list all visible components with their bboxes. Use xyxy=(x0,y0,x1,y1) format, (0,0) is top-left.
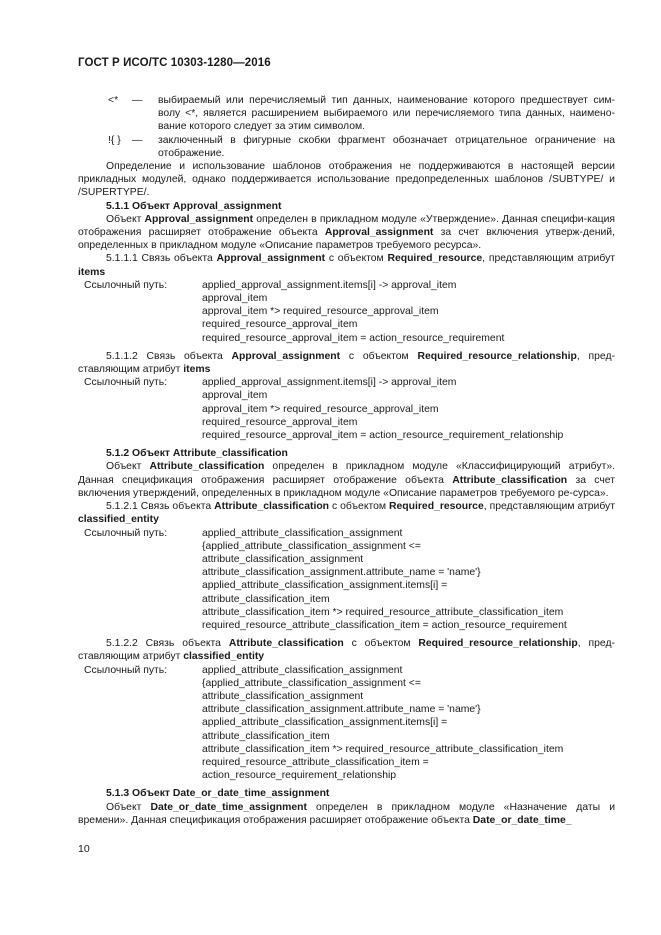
reference-path-line: approval_item xyxy=(202,390,268,402)
reference-path-line: applied_approval_assignment.items[i] -> approval_item xyxy=(202,377,457,389)
reference-path xyxy=(78,376,615,442)
reference-path-line: {applied_attribute_classification_assignment <= xyxy=(202,540,421,552)
symbol-definition xyxy=(78,94,615,134)
reference-path-line: attribute_classification_assignment xyxy=(202,553,364,565)
symbol-dash: — xyxy=(132,95,143,106)
reference-path xyxy=(78,527,615,633)
intro-paragraph: Определение и использование шаблонов отображения не поддерживаются в настоящей версии прикладных модулей, однако поддерживается использование предопределенных шаблонов /SUBTYPE/ и /SUPERTYPE/. xyxy=(78,161,615,199)
reference-path-line: {applied_attribute_classification_assignment <= xyxy=(202,677,421,689)
symbol-description: заключенный в фигурные скобки фрагмент обозначает отрицательное ограничение на отображение. xyxy=(158,134,615,159)
reference-path-line: required_resource_attribute_classification_item = action_resource_requirement xyxy=(202,619,567,631)
section-heading-5-1-2: 5.1.2 Объект Attribute_classification xyxy=(106,448,288,460)
reference-path-line: approval_item xyxy=(202,293,268,305)
reference-path xyxy=(78,664,615,783)
reference-path-line: approval_item *> required_resource_approval_item xyxy=(202,306,439,318)
section-paragraph-5-1-3: Объект Date_or_date_time_assignment определен в прикладном модуле «Назначение даты и времени». Данная спецификация отображения расширяет отображение объекта Date_or_date_time_ xyxy=(78,801,615,826)
symbol: <* xyxy=(108,95,119,106)
reference-path-line: required_resource_approval_item xyxy=(202,319,358,331)
reference-path-line: applied_attribute_classification_assignment.items[i] = xyxy=(202,580,448,592)
subsection-title-5-1-1-2: 5.1.1.2 Связь объекта Approval_assignment с объектом Required_resource_relationship, пред-ставляющим атрибут items xyxy=(78,350,615,376)
reference-path-line: action_resource_requirement_relationship xyxy=(202,770,397,782)
section-paragraph-5-1-1: Объект Approval_assignment определен в прикладном модуле «Утверждение». Данная специфи-кация отображения расширяет отображение объекта Approval_assignment за счет включения утверж-дений, определенных в прикладном модуле «Описание параметров требуемого ресурса». xyxy=(78,213,616,252)
reference-path-label: Ссылочный путь: xyxy=(84,664,168,676)
reference-path-line: attribute_classification_assignment.attribute_name = 'name'} xyxy=(202,567,481,579)
reference-path-line: applied_approval_assignment.items[i] -> approval_item xyxy=(202,279,457,291)
reference-path-line: attribute_classification_assignment xyxy=(202,690,364,702)
symbol: !{ } xyxy=(108,134,121,146)
reference-path-line: attribute_classification_item xyxy=(202,593,330,605)
reference-path-line: applied_attribute_classification_assignment xyxy=(202,527,403,539)
reference-path-line: attribute_classification_item *> required_resource_attribute_classification_item xyxy=(202,606,564,618)
section-heading-5-1-3: 5.1.3 Объект Date_or_date_time_assignment xyxy=(106,788,330,800)
subsection-title-5-1-1-1: 5.1.1.1 Связь объекта Approval_assignment с объектом Required_resource, представляющим атрибут items xyxy=(78,253,616,278)
page-number: 10 xyxy=(78,843,90,855)
document-body xyxy=(78,94,615,827)
subsection-title-5-1-2-2: 5.1.2.2 Связь объекта Attribute_classification с объектом Required_resource_relationship, пред-ставляющим атрибут classified_entity xyxy=(78,638,615,663)
reference-path-line: applied_attribute_classification_assignment xyxy=(202,664,403,676)
reference-path-line: approval_item *> required_resource_approval_item xyxy=(202,403,439,415)
reference-path-line: required_resource_approval_item = action_resource_requirement xyxy=(202,332,505,344)
reference-path-line: attribute_classification_item *> required_resource_attribute_classification_item xyxy=(202,743,564,755)
symbol-definition xyxy=(78,134,615,160)
reference-path-line: required_resource_approval_item = action_resource_requirement_relationship xyxy=(202,430,564,442)
reference-path xyxy=(78,279,615,345)
section-heading-5-1-1: 5.1.1 Объект Approval_assignment xyxy=(106,200,282,212)
document-header: ГОСТ Р ИСО/ТС 10303-1280—2016 xyxy=(78,57,271,69)
reference-path-label: Ссылочный путь: xyxy=(84,279,168,291)
reference-path-line: applied_attribute_classification_assignment.items[i] = xyxy=(202,717,448,729)
reference-path-line: required_resource_attribute_classification_item = xyxy=(202,756,429,768)
reference-path-line: required_resource_approval_item xyxy=(202,416,358,428)
reference-path-label: Ссылочный путь: xyxy=(84,377,168,389)
section-paragraph-5-1-2: Объект Attribute_classification определен в прикладном модуле «Классифицирующий атрибут». Данная спецификация отображения расширяет отображение объекта Attribute_classification за счет включения утверждений, определенных в прикладном модуле «Описание параметров требуемого ре-сурса». xyxy=(78,461,616,499)
subsection-title-5-1-2-1: 5.1.2.1 Связь объекта Attribute_classification с объектом Required_resource, представляющим атрибут classified_entity xyxy=(78,501,616,526)
symbol-description: выбираемый или перечисляемый тип данных, наименование которого предшествует сим-волу <*, является расширением выбираемого или перечисляемого типа данных, наимено-вание которого следует за этим символом. xyxy=(158,95,615,133)
reference-path-line: attribute_classification_item xyxy=(202,730,330,742)
reference-path-line: attribute_classification_assignment.attribute_name = 'name'} xyxy=(202,704,481,716)
reference-path-label: Ссылочный путь: xyxy=(84,527,168,539)
symbol-dash: — xyxy=(132,134,143,146)
